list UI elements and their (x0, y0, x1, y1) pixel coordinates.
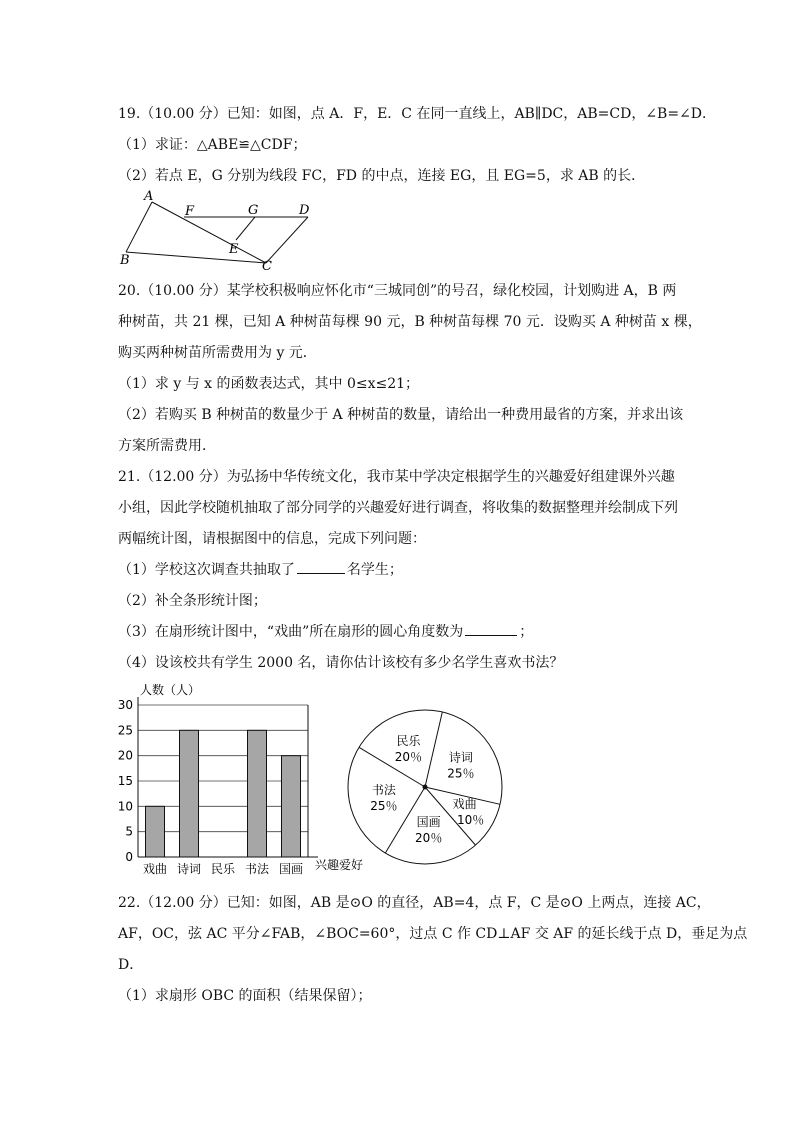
slice-label: 诗词 (448, 750, 473, 765)
bar (248, 730, 267, 857)
q22-line-1: 22.（12.00 分）已知：如图，AB 是⊙O 的直径，AB=4，点 F，C 是⊙O 上两点，连接 AC， (118, 895, 711, 911)
q21-line-4-start: （1）学校这次调查共抽取了 (118, 562, 295, 578)
slice-label: 戏曲 (452, 796, 477, 811)
pie-center (423, 785, 428, 790)
bar (282, 756, 301, 857)
y-tick-label: 0 (125, 850, 133, 864)
x-tick-label: 诗词 (176, 862, 202, 876)
q21-line-6 (118, 622, 533, 642)
q20-line-3: 购买两种树苗所需费用为 y 元． (118, 345, 317, 361)
slice-label: 民乐 (396, 734, 421, 749)
q22-line-3: D． (118, 957, 144, 973)
q21-line-4-end: 名学生； (346, 562, 403, 578)
q20-line-5: （2）若购买 B 种树苗的数量少于 A 种树苗的数量，请给出一种费用最省的方案，并求出该 (118, 407, 684, 423)
slice-label: 国画 (416, 815, 441, 830)
point-g-label: G (248, 203, 259, 218)
slice-percent: 10％ (456, 812, 485, 827)
point-a-label: A (144, 190, 154, 204)
slice-label: 书法 (371, 783, 396, 798)
y-tick-label: 15 (117, 774, 133, 788)
x-tick-label: 戏曲 (142, 862, 168, 876)
y-tick-label: 20 (117, 748, 133, 763)
bar (180, 730, 199, 857)
pie-chart (340, 702, 510, 872)
y-tick-label: 5 (125, 824, 133, 839)
point-c-label: C (262, 259, 272, 272)
point-f-label: F (185, 204, 195, 219)
y-tick-label: 30 (117, 698, 133, 712)
q21-line-3: 两幅统计图，请根据图中的信息，完成下列问题： (118, 531, 426, 547)
q21-line-1: 21.（12.00 分）为弘扬中华传统文化，我市某中学决定根据学生的兴趣爱好组建课外兴趣 (118, 469, 675, 485)
q22-line-2: AF，OC，弦 AC 平分∠FAB，∠BOC=60°，过点 C 作 CD⊥AF 交 AF 的延长线于点 D，垂足为点 (118, 926, 748, 942)
q21-line-6-start: （3）在扇形统计图中，“戏曲”所在扇形的圆心角度数为 (118, 624, 464, 640)
x-tick-label: 民乐 (210, 862, 236, 876)
slice-percent: 20％ (394, 750, 423, 765)
x-tick-label: 书法 (244, 862, 270, 876)
x-tick-label: 国画 (278, 862, 304, 876)
point-d-label: D (299, 203, 310, 218)
q19-line-2: （1）求证：△ABE≌△CDF； (118, 137, 307, 153)
answer-blank (297, 561, 345, 574)
y-tick-label: 25 (117, 723, 133, 738)
q20-line-4: （1）求 y 与 x 的函数表达式，其中 0≤x≤21； (118, 376, 420, 392)
slice-percent: 25％ (447, 766, 475, 781)
bar-chart-y-axis-label: 人数（人） (140, 683, 201, 697)
pie-divider (425, 712, 442, 787)
q19-line-3: （2）若点 E，G 分别为线段 FC，FD 的中点，连接 EG，且 EG=5，求 AB 的长． (118, 168, 646, 184)
q21-line-4 (118, 560, 403, 580)
q20-line-2: 种树苗，共 21 棵，已知 A 种树苗每棵 90 元，B 种树苗每棵 70 元．设购买 A 种树苗 x 棵， (118, 314, 702, 330)
slice-percent: 20％ (415, 831, 443, 846)
point-e-label: E (229, 242, 239, 257)
bar (146, 806, 165, 857)
q21-line-2: 小组，因此学校随机抽取了部分同学的兴趣爱好进行调查，将收集的数据整理并绘制成下列 (118, 500, 678, 516)
q22-line-4: （1）求扇形 OBC 的面积（结果保留）； (118, 988, 372, 1004)
slice-percent: 25％ (370, 799, 398, 814)
q20-line-6: 方案所需费用． (118, 438, 216, 454)
q19-line-1: 19.（10.00 分）已知：如图，点 A．F，E．C 在同一直线上，AB∥DC，AB=CD，∠B=∠D． (118, 106, 717, 122)
bar-chart-x-axis-label: 兴趣爱好 (315, 858, 364, 872)
answer-blank (465, 623, 517, 636)
q19-geometry-figure (112, 190, 322, 272)
y-tick-label: 10 (117, 799, 133, 814)
q21-line-7: （4）设该校共有学生 2000 名，请你估计该校有多少名学生喜欢书法？ (118, 655, 564, 671)
bar-chart (112, 682, 372, 882)
q21-line-5: （2）补全条形统计图； (118, 593, 267, 609)
point-b-label: B (120, 253, 130, 268)
q21-line-6-end: ； (519, 624, 534, 640)
q20-line-1: 20.（10.00 分）某学校积极响应怀化市“三城同创”的号召，绿化校园，计划购进 A，B 两 (118, 283, 677, 299)
